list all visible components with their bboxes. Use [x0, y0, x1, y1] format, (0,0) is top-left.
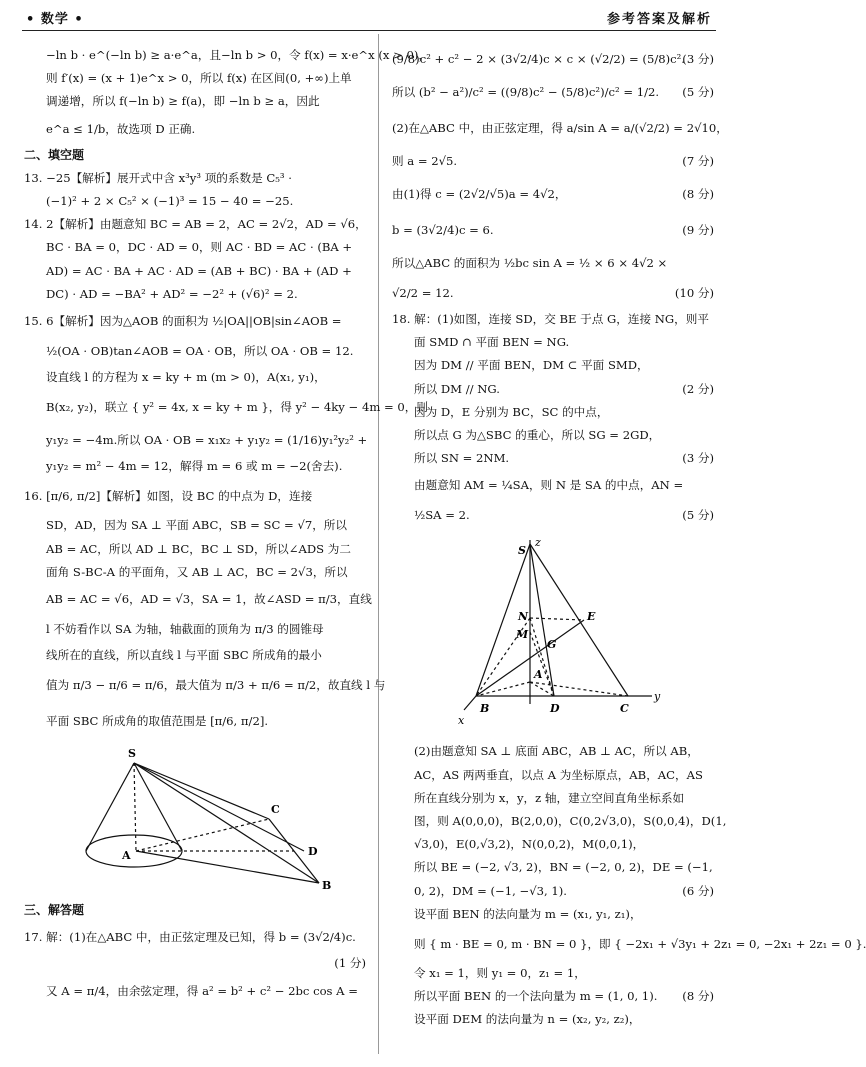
left-line [24, 167, 366, 190]
left-text: l 不妨看作以 SA 为轴，轴截面的顶角为 π/3 的圆锥母 [46, 622, 324, 637]
left-line [24, 389, 428, 425]
right-tail-text: 所以平面 BEN 的一个法向量为 m = (1, 0, 1). [414, 989, 658, 1004]
left-text: DC) · AD = −BA² + AD² = −2² + (√6)² = 2. [46, 286, 298, 301]
score-points: (7 分) [682, 154, 714, 168]
left-text: AD) = AC · BA + AC · AD = (AB + BC) · BA + (AD + [46, 263, 352, 278]
score-points: (10 分) [674, 286, 714, 300]
right-line [392, 378, 714, 401]
left-line [24, 455, 366, 478]
left-line [24, 614, 366, 644]
left-text: AB = AC，所以 AD ⊥ BC，BC ⊥ SD，所以∠ADS 为二 [46, 541, 351, 556]
left-text: ½(OA · OB)tan∠AOB = OA · OB，所以 OA · OB = 12. [46, 344, 354, 359]
left-text: 15. 6【解析】因为△AOB 的面积为 ½|OA||OB|sin∠AOB = [24, 314, 342, 329]
left-text: 13. −25【解析】展开式中含 x³y³ 项的系数是 C₅³ · [24, 170, 292, 185]
left-line [24, 425, 366, 455]
right-line [392, 424, 714, 447]
left-text: 线所在的直线，所以直线 l 与平面 SBC 所成角的最小 [46, 648, 322, 663]
left-line [24, 366, 366, 389]
right-tail-line [392, 880, 714, 903]
right-text: 则 a = 2√5. [392, 154, 458, 168]
right-tail-text: 所以 BE = (−2, √3, 2)，BN = (−2, 0, 2)，DE = (−1, [414, 860, 713, 875]
left-line [24, 213, 366, 236]
right-text: 因为 D，E 分别为 BC，SC 的中点， [414, 404, 609, 419]
right-tail-line [392, 833, 714, 856]
header-rule [22, 30, 716, 31]
score-points: (6 分) [682, 883, 714, 898]
right-text: 所以 (b² − a²)/c² = ((9/8)c² − (5/8)c²)/c² = 1/2. [392, 85, 660, 99]
left-text: BC · BA = 0，DC · AD = 0，则 AC · BD = AC · (BA + [46, 240, 353, 255]
score-points: (9 分) [682, 223, 714, 237]
right-tail-text: 所在直线分别为 x，y，z 轴，建立空间直角坐标系如 [414, 790, 685, 805]
left-tail-line [24, 952, 366, 975]
right-line [392, 354, 714, 377]
right-line [392, 212, 714, 248]
right-line [392, 470, 714, 500]
right-text: 所以 SN = 2NM. [414, 451, 510, 466]
left-text: −ln b · e^(−ln b) ≥ a·e^a，且−ln b > 0，令 f(x) = x·e^x (x > 0)， [46, 48, 430, 62]
right-line [392, 278, 714, 308]
left-text: y₁y₂ = −4m.所以 OA · OB = x₁x₂ + y₁y₂ = (1/16)y₁²y₂² + [46, 433, 368, 448]
right-tail-text: 设平面 BEN 的法向量为 m = (x₁, y₁, z₁)， [414, 906, 642, 921]
right-line [392, 308, 714, 331]
coord-label-g: G [547, 638, 557, 652]
left-line [24, 90, 366, 113]
coord-label-c: C [620, 702, 629, 716]
left-text: 值为 π/3 − π/6 = π/6，最大值为 π/3 + π/6 = π/2，故直线 l 与 [46, 678, 386, 693]
cone-label-c: C [271, 803, 280, 817]
right-tail-text: 设平面 DEM 的法向量为 n = (x₂, y₂, z₂)， [414, 1012, 641, 1027]
right-text: b = (3√2/4)c = 6. [392, 223, 494, 237]
cone-label-s: S [128, 747, 136, 761]
left-line [24, 190, 366, 213]
left-line [24, 260, 366, 283]
right-line [392, 248, 714, 278]
right-tail-text: AC，AS 两两垂直，以点 A 为坐标原点，AB，AC，AS [414, 767, 703, 782]
right-line [392, 146, 714, 176]
right-text-block [392, 44, 728, 530]
right-text: √2/2 = 12. [392, 286, 454, 300]
left-text: SD，AD，因为 SA ⊥ 平面 ABC，SB = SC = √7，所以 [46, 518, 347, 533]
left-text: 平面 SBC 所成角的取值范围是 [π/6, π/2]. [46, 714, 269, 729]
right-line [392, 44, 714, 74]
cone-label-b: B [322, 879, 332, 893]
right-text: 由(1)得 c = (2√2/√5)a = 4√2， [392, 187, 567, 201]
right-text: 所以点 G 为△SBC 的重心，所以 SG = 2GD， [414, 428, 661, 443]
score-points: (3 分) [682, 52, 714, 66]
right-tail-line [392, 962, 714, 985]
left-text: e^a ≤ 1/b，故选项 D 正确. [46, 121, 196, 136]
right-tail-text: 0, 2)，DM = (−1, −√3, 1). [414, 883, 567, 898]
right-tail-text: 令 x₁ = 1，则 y₁ = 0，z₁ = 1， [414, 966, 586, 981]
left-text: 14. 2【解析】由题意知 BC = AB = 2，AC = 2√2，AD = √6， [24, 217, 367, 232]
left-line [24, 67, 366, 90]
left-tail-line [24, 899, 366, 922]
score-points: (2 分) [682, 381, 714, 396]
left-line [24, 114, 366, 144]
left-tail-line [24, 976, 366, 1006]
coord-label-y: y [654, 690, 661, 704]
coord-label-z: z [535, 536, 541, 550]
right-line [392, 447, 714, 470]
coord-label-m: M [516, 628, 529, 642]
right-tail-block [392, 740, 866, 1031]
right-tail-line [392, 903, 714, 926]
left-text: 16. [π/6, π/2]【解析】如图，设 BC 的中点为 D，连接 [24, 489, 313, 504]
left-tail-line [24, 922, 366, 952]
coordinate-figure [392, 534, 712, 734]
cone-figure [24, 743, 354, 893]
right-text: ½SA = 2. [414, 508, 470, 523]
left-line [24, 514, 366, 537]
score-points: (8 分) [682, 989, 714, 1004]
coord-label-a: A [534, 668, 543, 682]
right-text: 所以△ABC 的面积为 ½bc sin A = ½ × 6 × 4√2 × [392, 256, 668, 270]
right-tail-line [392, 740, 714, 763]
right-tail-line [392, 764, 714, 787]
coord-label-e: E [587, 610, 596, 624]
left-line [24, 478, 366, 514]
right-text: 所以 DM // NG. [414, 381, 500, 396]
left-line [24, 538, 366, 561]
left-line [24, 336, 366, 366]
left-line [24, 644, 366, 667]
right-text: (9/8)c² + c² − 2 × (3√2/4)c × c × (√2/2) = (5/8)c². [392, 52, 685, 66]
score-points: (3 分) [682, 451, 714, 466]
coord-label-n: N [518, 610, 529, 624]
right-text: 面 SMD ∩ 平面 BEN = NG. [414, 335, 570, 350]
coord-label-x: x [458, 714, 465, 728]
right-column [392, 44, 866, 1032]
right-text: 由题意知 AM = ¼SA，则 N 是 SA 的中点，AN = [414, 478, 684, 493]
right-tail-line [392, 856, 714, 879]
cone-label-d: D [308, 845, 318, 859]
left-tail-text: 17. 解：(1)在△ABC 中，由正弦定理及已知，得 b = (3√2/4)c. [24, 930, 356, 945]
right-line [392, 110, 728, 146]
right-tail-line [392, 926, 866, 962]
left-tail-text: 三、解答题 [24, 903, 85, 918]
left-text: B(x₂, y₂)，联立 { y² = 4x, x = ky + m }，得 y² − 4ky − 4m = 0，则 [46, 400, 428, 415]
right-tail-text: √3,0)，E(0,√3,2)，N(0,0,2)，M(0,0,1)， [414, 837, 645, 852]
left-line [24, 144, 366, 167]
left-line [24, 584, 372, 614]
left-text: y₁y₂ = m² − 4m = 12，解得 m = 6 或 m = −2(舍去). [46, 459, 343, 474]
right-text: (2)在△ABC 中，由正弦定理，得 a/sin A = a/(√2/2) = 2√10， [392, 121, 728, 135]
left-text: (−1)² + 2 × C₅² × (−1)³ = 15 − 40 = −25. [46, 194, 294, 209]
score-points: (5 分) [682, 85, 714, 99]
left-line [24, 44, 430, 67]
cone-label-a: A [122, 849, 131, 863]
right-line [392, 331, 714, 354]
left-line [24, 703, 366, 739]
left-line [24, 667, 386, 703]
right-tail-line [392, 985, 714, 1008]
left-tail-block [24, 899, 366, 1005]
left-text: 则 f′(x) = (x + 1)e^x > 0，所以 f(x) 在区间(0, +∞)上单 [46, 71, 352, 86]
left-line [24, 306, 366, 336]
right-tail-line [392, 787, 714, 810]
right-tail-line [392, 1008, 714, 1031]
coord-label-b: B [480, 702, 490, 716]
coord-label-s: S [518, 544, 526, 558]
left-line [24, 561, 366, 584]
score-points: (8 分) [682, 187, 714, 201]
coord-label-d: D [550, 702, 560, 716]
score-points: (5 分) [682, 508, 714, 523]
right-tail-text: 则 { m · BE = 0, m · BN = 0 }，即 { −2x₁ + √3y₁ + 2z₁ = 0, −2x₁ + 2z₁ = 0 }. [414, 937, 866, 952]
left-text: 调递增，所以 f(−ln b) ≥ f(a)，即 −ln b ≥ a，因此 [46, 94, 320, 109]
page-header [0, 0, 734, 30]
right-line [392, 500, 714, 530]
left-text: 二、填空题 [24, 147, 85, 162]
right-line [392, 401, 714, 424]
score-points: (1 分) [334, 956, 366, 971]
right-line [392, 74, 714, 110]
subject-label: • 数学 • [26, 12, 84, 27]
left-line [24, 283, 366, 306]
right-text: 18. 解：(1)如图，连接 SD，交 BE 于点 G，连接 NG，则平 [392, 312, 709, 326]
left-text: AB = AC = √6，AD = √3，SA = 1，故∠ASD = π/3，直线 [46, 592, 372, 607]
left-tail-text: 又 A = π/4，由余弦定理，得 a² = b² + c² − 2bc cos A = [46, 983, 358, 998]
left-text: 面角 S-BC-A 的平面角，又 AB ⊥ AC，BC = 2√3，所以 [46, 564, 348, 579]
right-line [392, 176, 714, 212]
left-text: 设直线 l 的方程为 x = ky + m (m > 0)，A(x₁, y₁)， [46, 370, 326, 385]
left-line [24, 236, 366, 259]
answers-title: 参考答案及解析 [606, 12, 712, 27]
right-tail-line [392, 810, 727, 833]
right-tail-text: (2)由题意知 SA ⊥ 底面 ABC，AB ⊥ AC，所以 AB， [414, 744, 699, 759]
right-tail-text: 图，则 A(0,0,0)，B(2,0,0)，C(0,2√3,0)，S(0,0,4)，D(1, [414, 814, 727, 829]
right-text: 因为 DM // 平面 BEN，DM ⊂ 平面 SMD， [414, 358, 649, 373]
column-divider [378, 34, 379, 1054]
